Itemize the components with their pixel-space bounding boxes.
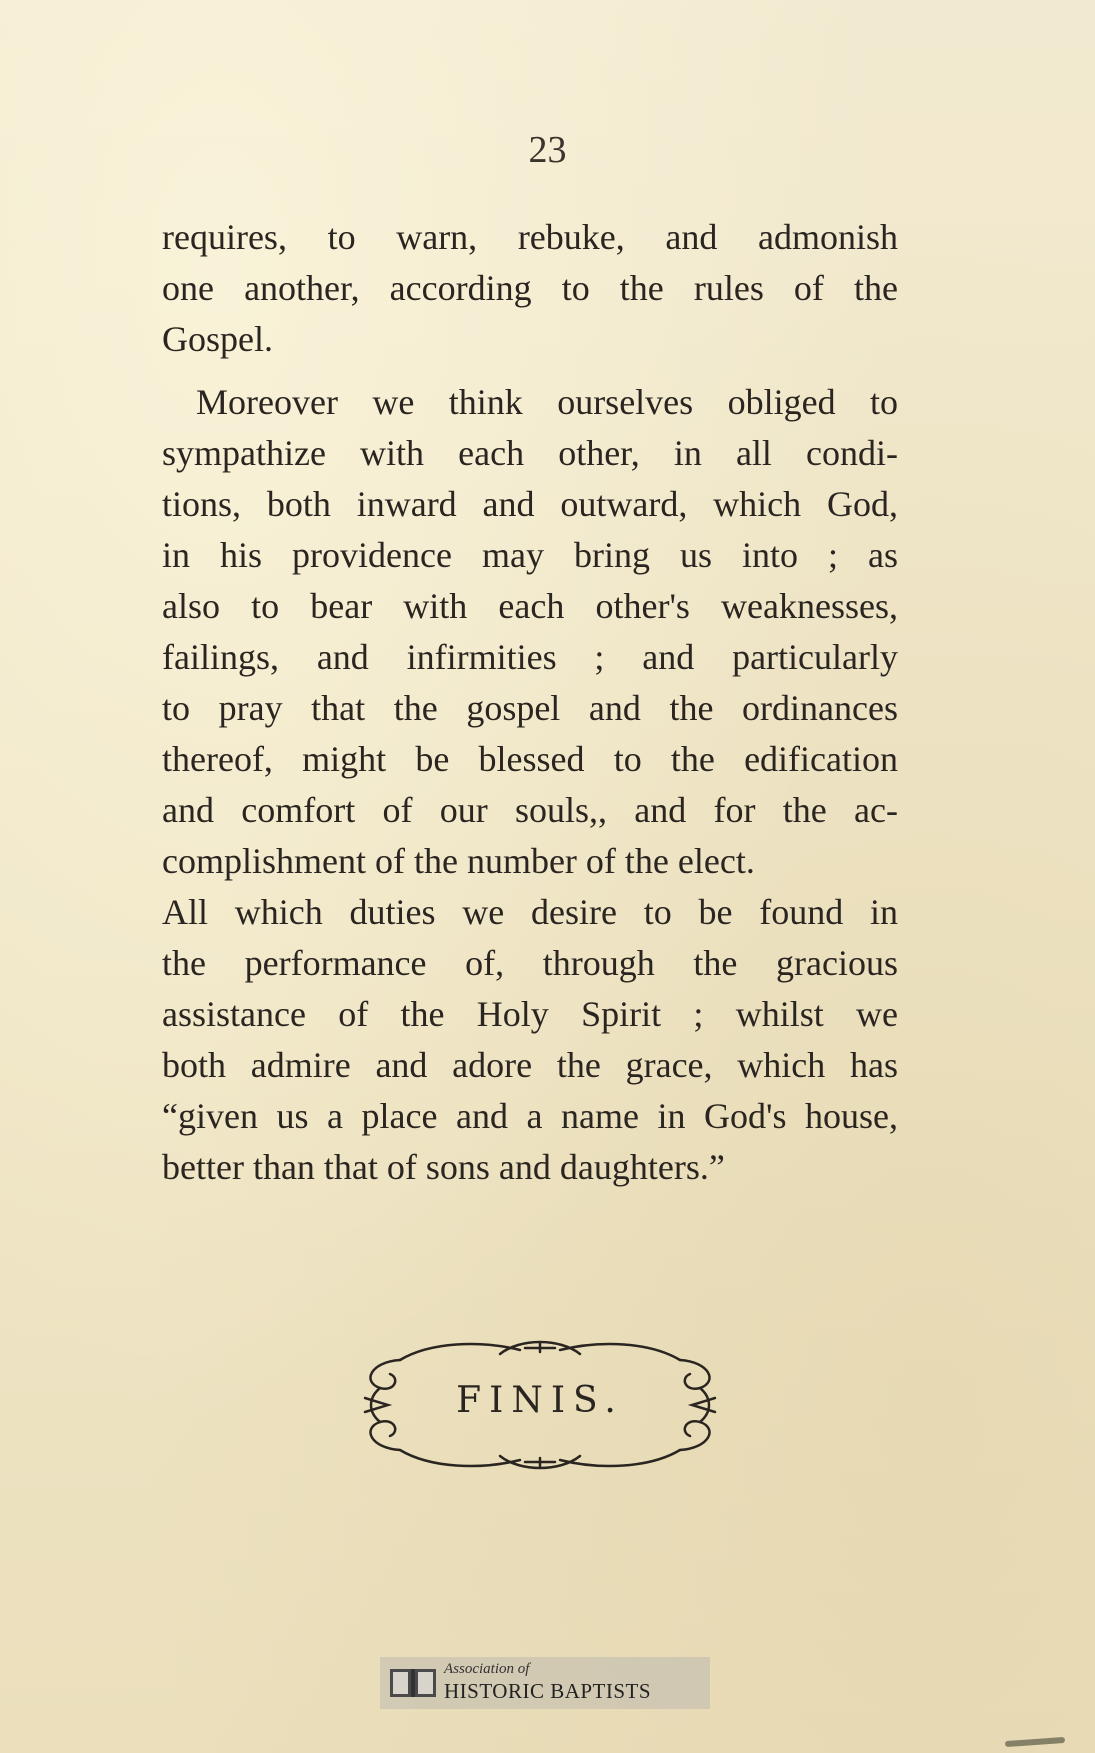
paragraph-2	[162, 377, 898, 1193]
text-line: failings, and infirmities ; and particularly	[162, 637, 898, 677]
text-line: both admire and adore the grace, which has	[162, 1045, 898, 1085]
text-line: tions, both inward and outward, which God,	[162, 484, 898, 524]
text-line: requires, to warn, rebuke, and admonish	[162, 217, 898, 257]
text-line: Gospel.	[162, 319, 273, 359]
text-line: thereof, might be blessed to the edification	[162, 739, 898, 779]
text-line: sympathize with each other, in all condi-	[162, 433, 898, 473]
text-line: in his providence may bring us into ; as	[162, 535, 898, 575]
paragraph-1	[162, 212, 898, 365]
text-line: complishment of the number of the elect.	[162, 841, 755, 881]
text-line: assistance of the Holy Spirit ; whilst we	[162, 994, 898, 1034]
text-line: Moreover we think ourselves obliged to	[196, 382, 898, 422]
logo-name: HISTORIC BAPTISTS	[444, 1679, 652, 1703]
text-line: also to bear with each other's weaknesses,	[162, 586, 898, 626]
publisher-logo	[380, 1657, 710, 1709]
text-line: one another, according to the rules of the	[162, 268, 898, 308]
text-line: better than that of sons and daughters.”	[162, 1147, 725, 1187]
finis-ornament	[340, 1320, 740, 1490]
page-number: 23	[528, 129, 567, 171]
finis-label: FINIS.	[456, 1380, 624, 1421]
logo-tagline: Association of	[444, 1661, 530, 1677]
text-line: to pray that the gospel and the ordinances	[162, 688, 898, 728]
text-line: and comfort of our souls,, and for the ac-	[162, 790, 898, 830]
text-line: All which duties we desire to be found in	[162, 892, 898, 932]
body-text	[162, 212, 898, 1193]
open-book-icon	[388, 1667, 438, 1699]
text-line: “given us a place and a name in God's house,	[162, 1096, 898, 1136]
text-line: the performance of, through the gracious	[162, 943, 898, 983]
page-mark	[1005, 1737, 1065, 1747]
